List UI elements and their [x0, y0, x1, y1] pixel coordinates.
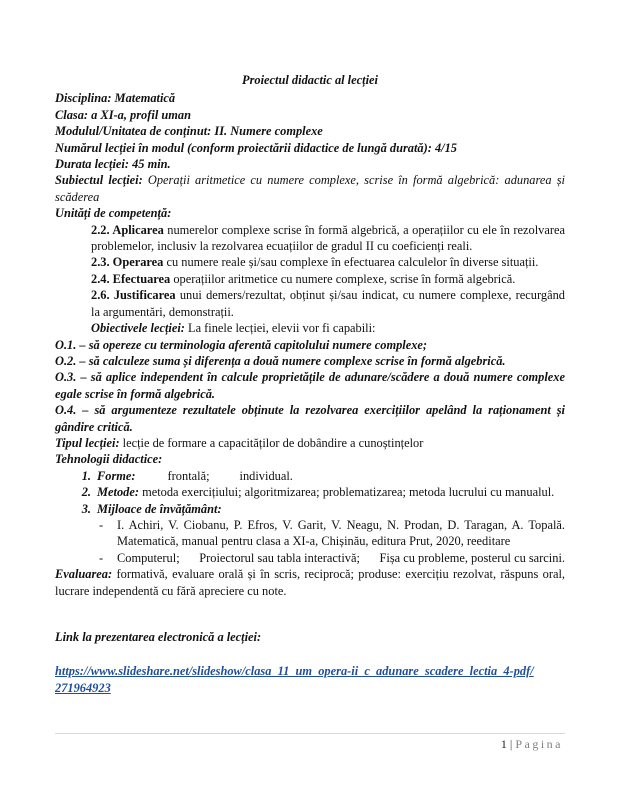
page-word: Pagina — [515, 737, 563, 751]
competence-2-4 — [55, 271, 565, 287]
competence-text: operațiilor aritmetice cu numere complexe, scrise în formă algebrică. — [170, 271, 516, 286]
list-number: 2. — [81, 485, 91, 500]
footer-divider — [55, 733, 565, 734]
means-item-textbook — [99, 517, 565, 550]
duration-value: : 45 min. — [124, 157, 171, 172]
methods-label: Metode: — [97, 485, 139, 500]
page-footer — [501, 737, 563, 752]
presentation-link-block — [55, 663, 565, 696]
class-line: Clasa: a XI-a, profil uman — [55, 107, 191, 122]
competence-code: 2.3. Operarea — [91, 255, 164, 270]
objectives-label: Obiectivele lecției: — [91, 321, 185, 336]
means-item-equipment — [99, 550, 565, 566]
means-label: Mijloace de învățământ: — [97, 501, 222, 516]
means-computer: Computerul; — [117, 550, 180, 565]
lesson-number-line: Numărul lecției în modul (conform proiectării didactice de lungă durată): 4/15 — [55, 140, 458, 155]
module-line: Modulul/Unitatea de conținut: II. Numere complexe — [55, 124, 323, 139]
technologies-list — [55, 468, 565, 517]
subject-value: Operații aritmetice cu numere complexe, scrise în formă algebrică: adunarea și scăderea — [55, 173, 565, 204]
means-worksheet: Fișa cu probleme, posterul cu sarcini. — [379, 550, 565, 565]
lesson-type-line — [55, 435, 565, 451]
document-title: Proiectul didactic al lecției — [242, 73, 378, 87]
forms-label: Forme: — [97, 468, 136, 483]
dash-bullet: - — [99, 550, 104, 565]
means-textbook-text: I. Achiri, V. Ciobanu, P. Efros, V. Garit, V. Neagu, N. Prodan, D. Taragan, A. Topală. Matematică, manual pentru clasa a XI-a, Chișinău, editura Prut, 2020, reeditare — [117, 517, 565, 549]
competence-text: unui demers/rezultat, obținut și/sau indicat, cu numere complexe, recurgând la argumentări, demonstrații. — [91, 288, 565, 319]
dash-bullet: - — [99, 517, 104, 532]
lesson-type-label: Tipul lecției: — [55, 435, 120, 450]
presentation-link-continuation[interactable]: 271964923 — [55, 680, 111, 695]
objective-o4: O.4. – să argumenteze rezultatele obținute la rezolvarea exercițiilor apelând la raționament și gândire critică. — [55, 403, 565, 434]
competence-text: numerelor complexe scrise în formă algebrică, a operațiilor cu ele în rezolvarea problemelor, inclusiv la rezolvarea ecuațiilor de gradul II cu coeficienți reali. — [91, 222, 566, 254]
forms-value-frontal: frontală; — [167, 468, 210, 483]
presentation-link[interactable]: https://www.slideshare.net/slideshow/clasa_11_um_opera-ii_c_adunare_scadere_lectia_4-pdf/ — [55, 664, 534, 679]
competence-2-6 — [55, 287, 565, 320]
means-list — [55, 517, 565, 566]
duration-label: Durata lecției — [55, 157, 125, 172]
objective-o2: O.2. – să calculeze suma și diferența a două numere complexe scrise în formă algebrică. — [55, 353, 506, 368]
objective-o3: O.3. – să aplice independent în calcule proprietățile de adunare/scădere a două numere complexe egale scrise în formă algebrică. — [55, 370, 565, 401]
technologies-heading: Tehnologii didactice: — [55, 452, 163, 467]
competence-code: 2.6. Justificarea — [91, 288, 176, 303]
methods-value: metoda exercițiului; algoritmizarea; problematizarea; metoda lucrului cu manualul. — [138, 485, 555, 500]
objectives-intro — [55, 320, 565, 336]
list-number: 1. — [81, 468, 91, 483]
competence-2-3 — [55, 254, 565, 270]
lesson-type-value: lecție de formare a capacităților de dobândire a cunoștințelor — [119, 435, 424, 450]
competence-2-2 — [55, 222, 565, 255]
subject-label: Subiectul lecției: — [55, 173, 143, 188]
technology-item-methods — [73, 484, 565, 500]
subject-paragraph — [55, 172, 565, 205]
objectives-intro-text: La finele lecției, elevii vor fi capabili: — [184, 321, 376, 336]
discipline-line: Disciplina: Matematică — [55, 91, 176, 106]
link-section-label: Link la prezentarea electronică a lecției: — [55, 630, 262, 644]
technology-item-means — [73, 501, 565, 517]
competence-text: cu numere reale și/sau complexe în efectuarea calculelor în diverse situații. — [163, 255, 539, 270]
means-projector: Proiectorul sau tabla interactivă; — [199, 550, 360, 565]
duration-line — [55, 156, 565, 172]
evaluation-paragraph — [55, 566, 565, 599]
technology-item-forms — [73, 468, 565, 484]
competence-code: 2.4. Efectuarea — [91, 271, 171, 286]
objective-o1: O.1. – să opereze cu terminologia aferentă capitolului numere complexe; — [55, 337, 428, 352]
evaluation-label: Evaluarea: — [55, 567, 113, 582]
page-number: 1 — [500, 737, 507, 751]
page-separator: | — [506, 737, 516, 751]
document-page — [55, 72, 565, 696]
list-number: 3. — [81, 501, 91, 516]
evaluation-value: formativă, evaluare orală și în scris, reciprocă; produse: exercițiu rezolvat, răspuns oral, lucrare independentă cu fără apreciere cu note. — [55, 567, 565, 598]
forms-value-individual: individual. — [239, 468, 293, 483]
competence-code: 2.2. Aplicarea — [91, 222, 164, 237]
competences-heading: Unități de competență: — [55, 206, 172, 221]
